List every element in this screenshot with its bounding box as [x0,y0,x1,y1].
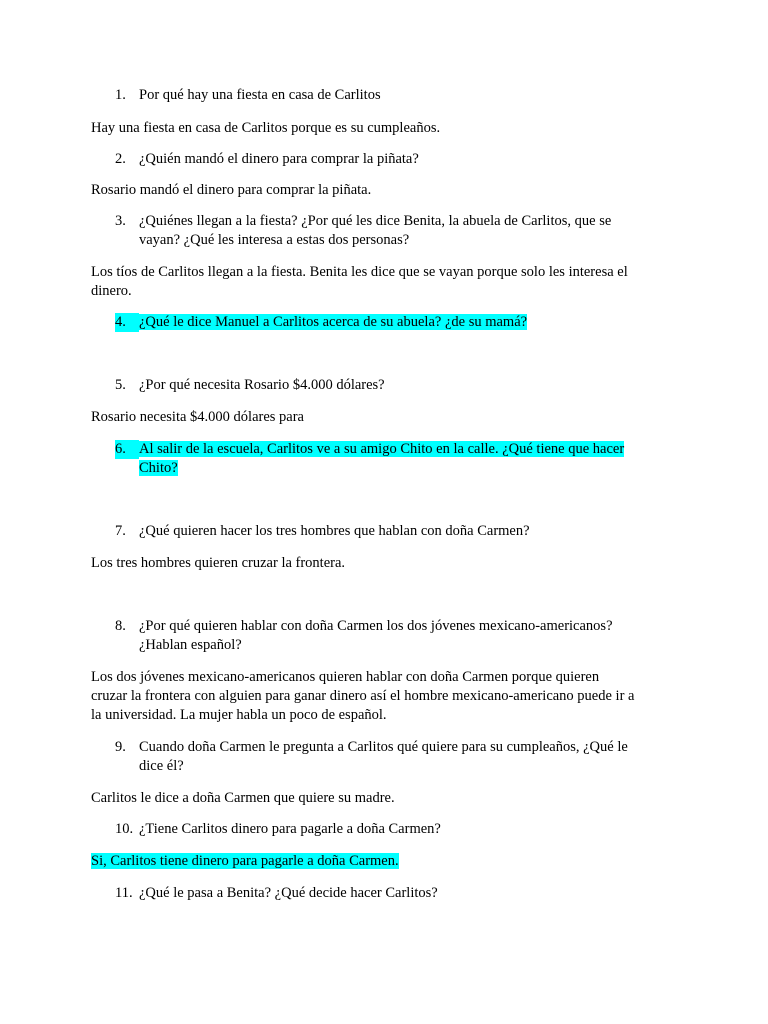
question-2 [115,150,419,169]
question-text-line-2: vayan? ¿Qué les interesa a estas dos personas? [139,232,410,248]
question-text: ¿Por qué necesita Rosario $4.000 dólares? [139,377,385,393]
question-text: ¿Quién mandó el dinero para comprar la piñata? [139,151,419,167]
answer-5 [91,408,304,427]
answer-1 [91,119,440,138]
answer-text-highlighted: Si, Carlitos tiene dinero para pagarle a doña Carmen. [91,853,399,869]
answer-text: Los tíos de Carlitos llegan a la fiesta. Benita les dice que se vayan porque solo les interesa el [91,264,628,280]
question-number: 9. [115,739,126,755]
question-text-line-2: ¿Hablan español? [139,637,242,653]
answer-7 [91,554,345,573]
question-text: ¿Quiénes llegan a la fiesta? ¿Por qué les dice Benita, la abuela de Carlitos, que se [139,213,612,229]
answer-text: Carlitos le dice a doña Carmen que quiere su madre. [91,790,395,806]
answer-3 [91,263,628,301]
question-text: ¿Qué quieren hacer los tres hombres que hablan con doña Carmen? [139,523,530,539]
question-4 [115,313,527,332]
answer-text: Rosario mandó el dinero para comprar la piñata. [91,182,372,198]
answer-10 [91,852,399,871]
question-number: 11. [115,885,133,901]
question-number: 8. [115,618,126,634]
question-5 [115,376,385,395]
answer-text: Los tres hombres quieren cruzar la frontera. [91,555,346,571]
answer-text-line-2: cruzar la frontera con alguien para ganar dinero así el hombre mexicano-americano puede ir a [91,688,635,704]
question-10 [115,820,441,839]
question-number: 6. [115,440,139,459]
question-number: 7. [115,523,126,539]
question-text: Al salir de la escuela, Carlitos ve a su amigo Chito en la calle. ¿Qué tiene que hacer [139,441,625,457]
question-11 [115,884,438,903]
answer-2 [91,181,371,200]
question-text: Cuando doña Carmen le pregunta a Carlitos qué quiere para su cumpleaños, ¿Qué le [139,739,628,755]
question-number: 4. [115,313,139,332]
answer-text-line-2: dinero. [91,283,132,299]
answer-8 [91,668,634,725]
question-number: 5. [115,377,126,393]
question-number: 2. [115,151,126,167]
answer-text-line-3: la universidad. La mujer habla un poco de español. [91,707,387,723]
question-number: 10. [115,821,134,837]
answer-text: Hay una fiesta en casa de Carlitos porque es su cumpleaños. [91,120,441,136]
question-text: ¿Qué le dice Manuel a Carlitos acerca de su abuela? ¿de su mamá? [139,314,528,330]
question-text: ¿Tiene Carlitos dinero para pagarle a doña Carmen? [139,821,441,837]
question-text-line-2: dice él? [139,758,184,774]
question-1 [115,86,381,105]
question-number: 3. [115,213,126,229]
answer-text: Rosario necesita $4.000 dólares para [91,409,304,425]
question-text: Por qué hay una fiesta en casa de Carlitos [139,87,381,103]
question-text-line-2: Chito? [139,460,178,476]
answer-text: Los dos jóvenes mexicano-americanos quieren hablar con doña Carmen porque quieren [91,669,600,685]
question-number: 1. [115,87,126,103]
question-6 [115,440,624,478]
question-text: ¿Por qué quieren hablar con doña Carmen los dos jóvenes mexicano-americanos? [139,618,613,634]
question-text: ¿Qué le pasa a Benita? ¿Qué decide hacer Carlitos? [139,885,438,901]
answer-9 [91,789,395,808]
question-7 [115,522,530,541]
question-3 [115,212,611,250]
question-9 [115,738,628,776]
question-8 [115,617,613,655]
